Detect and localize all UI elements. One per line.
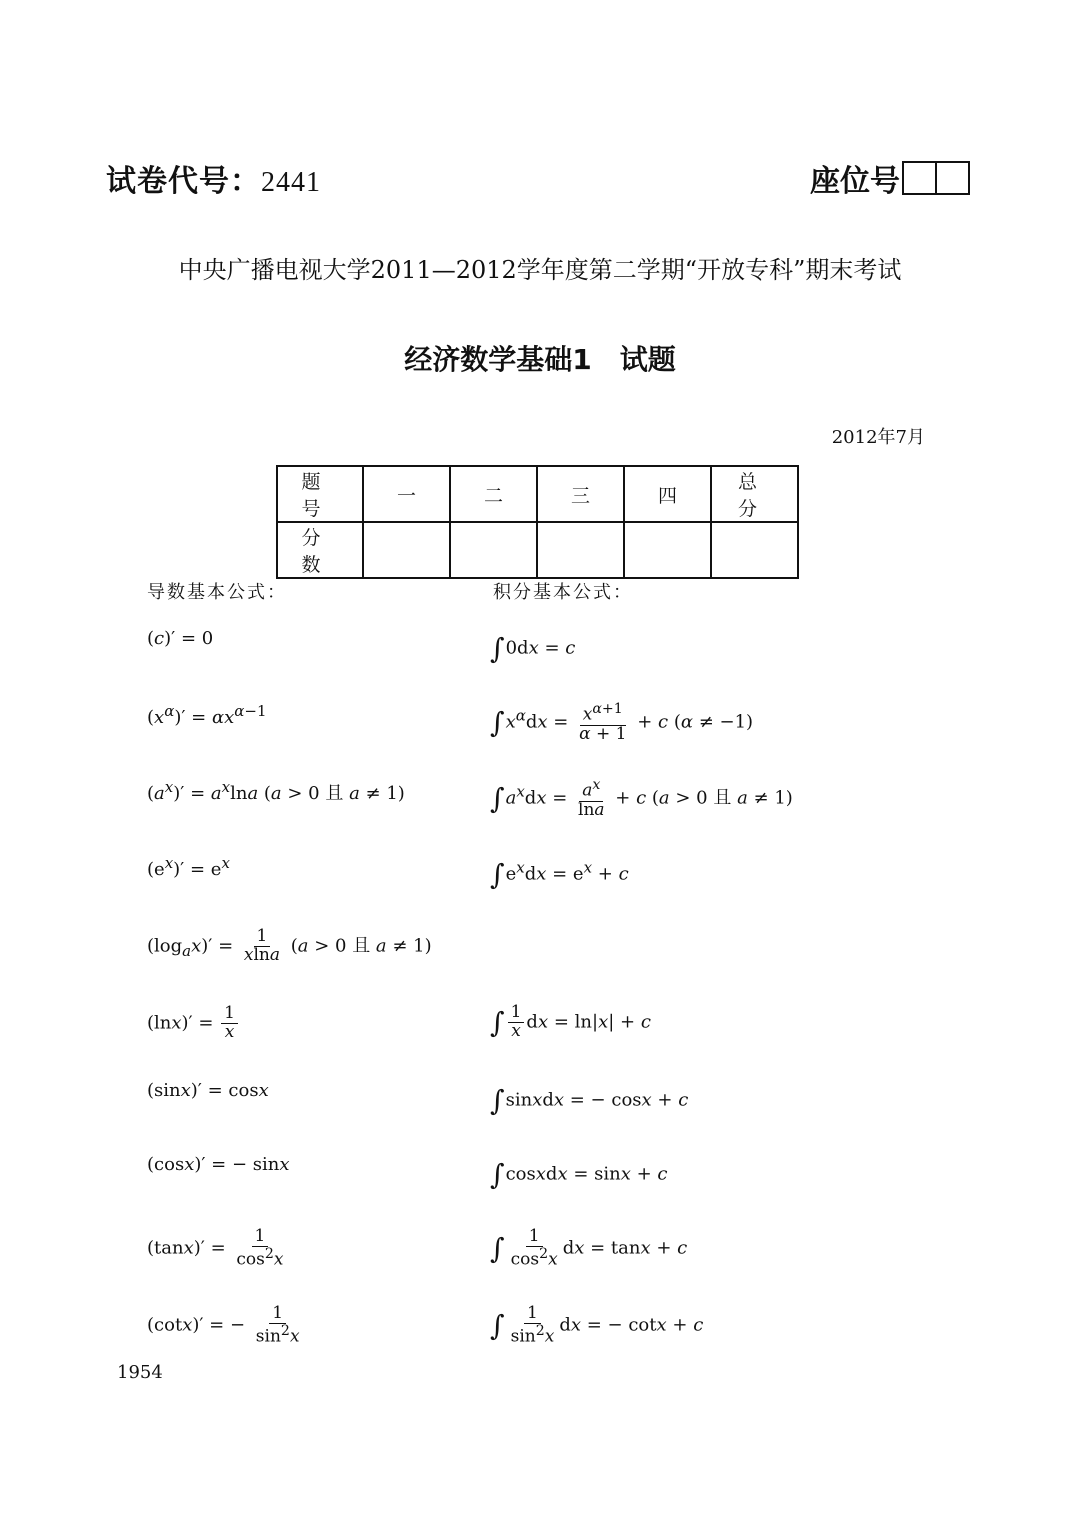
integral-formula: $\int x^\alpha dx$ = $\frac{x^{\alpha+1}}{\alpha + 1}$ + c (α ≠ −1)	[490, 701, 754, 744]
derivative-formula: (cosx)′ = − sinx	[147, 1154, 290, 1175]
derivative-formula: (sinx)′ = cosx	[147, 1080, 269, 1101]
seat-number-box[interactable]	[902, 161, 970, 195]
score-cell-q3[interactable]	[537, 522, 624, 578]
exam-date: 2012年7月	[831, 427, 925, 448]
integral-formula: ∫ $\frac{1}{x}$ dx = ln|x| + c	[490, 1002, 651, 1041]
subject-title: 经济数学基础1 试题	[404, 343, 676, 376]
derivative-formula: (c)′ = 0	[147, 628, 214, 649]
score-cell-q4[interactable]	[624, 522, 711, 578]
score-header-q2: 二	[450, 466, 537, 522]
exam-title: 中央广播电视大学2011—2012学年度第二学期“开放专科”期末考试	[178, 256, 902, 284]
score-header-q4: 四	[624, 466, 711, 522]
seat-label: 座位号	[810, 164, 900, 199]
score-cell-q2[interactable]	[450, 522, 537, 578]
derivative-formula: (tanx)′ = $\frac{1}{\cos^2x}$	[147, 1226, 284, 1270]
score-header-label: 题 号	[277, 466, 363, 522]
integral-formula: ∫sinxdx = − cosx + c	[490, 1084, 689, 1117]
integral-formula: ∫ $\frac{1}{\sin^2x}$ dx = − cotx + c	[490, 1303, 704, 1347]
score-row-label: 分 数	[277, 522, 363, 578]
derivative-formula: $(x^\alpha)' = \alpha x^{\alpha-1}$	[147, 702, 267, 728]
seat-number	[810, 156, 970, 200]
integral-section-title: 积分基本公式：	[493, 582, 633, 603]
score-table-header-row	[277, 466, 798, 522]
exam-code	[106, 156, 321, 200]
score-table-score-row	[277, 522, 798, 578]
derivative-formula: (lnx)′ = $\frac{1}{x}$	[147, 1005, 240, 1042]
derivative-formula: $(\log_ax)'$ = $\frac{1}{xlna}$ (a > 0 且 a ≠ 1)	[147, 926, 432, 965]
derivative-formula: $(a^x)' = a^x\ln a$ (a > 0 且 a ≠ 1)	[147, 778, 405, 804]
integral-formula: ∫ $\frac{1}{\cos^2x}$ dx = tanx + c	[490, 1226, 688, 1270]
derivative-formula: $(e^x)' = e^x$	[147, 854, 230, 880]
page-number: 1954	[117, 1362, 163, 1383]
integral-formula: $\int e^xdx = e^x + c$	[490, 858, 629, 891]
exam-code-value: 2441	[261, 167, 321, 198]
derivative-section-title: 导数基本公式：	[147, 582, 287, 603]
score-table	[276, 465, 805, 579]
integral-formula: ∫cosxdx = sinx + c	[490, 1158, 668, 1191]
exam-code-label: 试卷代号：	[106, 164, 261, 199]
score-header-q1: 一	[363, 466, 450, 522]
score-cell-total[interactable]	[711, 522, 798, 578]
integral-formula: $\int a^xdx$ = $\frac{a^x}{\ln a}$ + c (a > 0 且 a ≠ 1)	[490, 777, 793, 820]
integral-formula: ∫0dx = c	[490, 632, 576, 665]
score-header-total: 总 分	[711, 466, 798, 522]
derivative-formula: (cotx)′ = − $\frac{1}{\sin^2x}$	[147, 1303, 300, 1347]
score-header-q3: 三	[537, 466, 624, 522]
score-cell-q1[interactable]	[363, 522, 450, 578]
